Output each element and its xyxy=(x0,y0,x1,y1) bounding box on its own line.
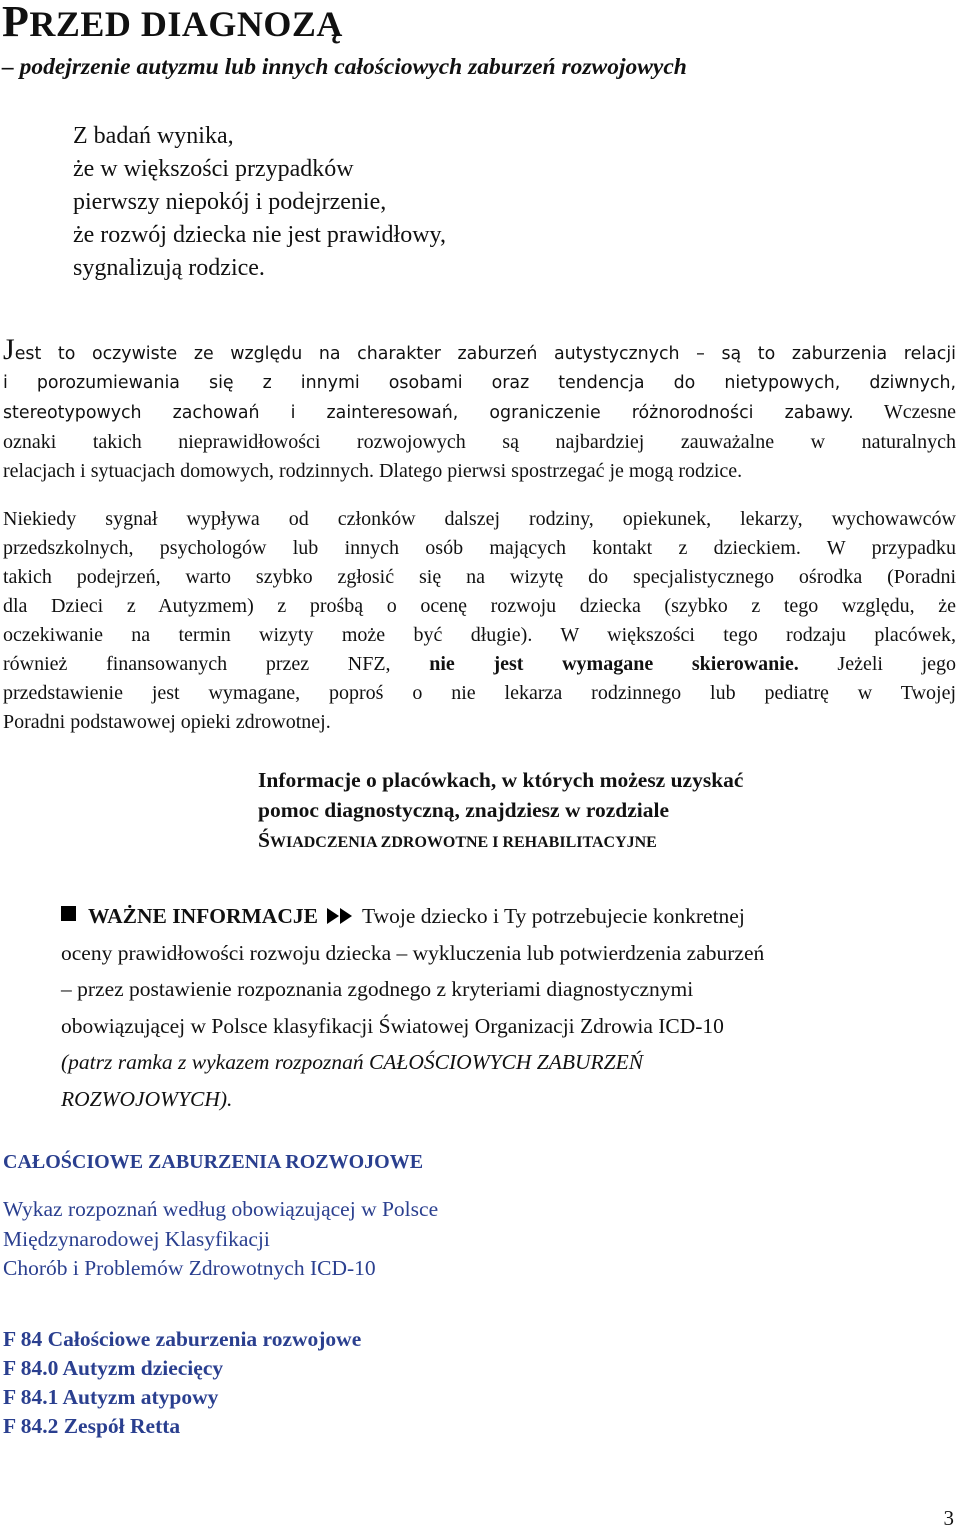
drop-cap: J xyxy=(3,333,15,366)
chapter-reference: ŚWIADCZENIA ZDROWOTNE I REHABILITACYJNE xyxy=(258,828,657,852)
paragraph-line: przedszkolnych, psychologów lub innych osób mających kontakt z dzieckiem. W przypadku xyxy=(3,537,956,559)
paragraph-line: relacjach i sytuacjach domowych, rodzinnych. Dlatego pierwsi spostrzegać je mogą rodzice. xyxy=(3,460,743,482)
paragraph-line: Poradni podstawowej opieki zdrowotnej. xyxy=(3,711,331,733)
quote-line: że w większości przypadków xyxy=(73,156,354,182)
list-item: F 84 Całościowe zaburzenia rozwojowe xyxy=(3,1327,362,1351)
quote-line: że rozwój dziecka nie jest prawidłowy, xyxy=(73,222,446,248)
important-label: WAŻNE INFORMACJE xyxy=(88,904,318,928)
paragraph-line: stereotypowych zachowań i zainteresowań, ograniczenie różnorodności zabawy. Wczesne xyxy=(3,401,957,423)
list-item: F 84.2 Zespół Retta xyxy=(3,1414,181,1438)
emphasis-no-referral: nie jest wymagane skierowanie. xyxy=(429,653,799,675)
section-heading: CAŁOŚCIOWE ZABURZENIA ROZWOJOWE xyxy=(3,1151,424,1173)
paragraph-line: i porozumiewania się z innymi osobami oraz tendencja do nietypowych, dziwnych, xyxy=(3,373,956,393)
section-description: Wykaz rozpoznań według obowiązującej w Polsce Międzynarodowej Klasyfikacji Chorób i Problemów Zdrowotnych ICD-10 xyxy=(3,1197,439,1280)
paragraph-referral xyxy=(3,505,956,737)
important-info: WAŻNE INFORMACJE Twoje dziecko i Ty potrzebujecie konkretnej oceny prawidłowości rozwoju dziecka – wykluczenia lub potwierdzenia zaburzeń – przez postawienie rozpoznania zgodnego z kryteriami diagnostycznymi obowiązującej w Polsce klasyfikacji Światowej Organizacji Zdrowia ICD-10 (patrz ramka z wykazem rozpoznań CAŁOŚCIOWYCH ZABURZEŃ ROZWOJOWYCH). xyxy=(61,904,765,1111)
paragraph-line: Jest to oczywiste ze względu na charakter zaburzeń autystycznych – są to zaburzenia relacji xyxy=(3,333,956,366)
info-note: Informacje o placówkach, w których możesz uzyskać pomoc diagnostyczną, znajdziesz w rozdziale ŚWIADCZENIA ZDROWOTNE I REHABILITACYJNE xyxy=(258,765,743,858)
paragraph-line: przedstawienie jest wymagane, poproś o nie lekarza rodzinnego lub pediatrę w Twojej xyxy=(3,682,956,704)
double-arrow-icon xyxy=(327,908,353,924)
square-bullet-icon xyxy=(61,906,76,921)
paragraph-line: takich podejrzeń, warto szybko zgłosić się na wizytę do specjalistycznego ośrodka (Poradni xyxy=(3,566,956,588)
paragraph-line: oznaki takich nieprawidłowości rozwojowych są najbardziej zauważalne w naturalnych xyxy=(3,431,956,453)
list-item: F 84.1 Autyzm atypowy xyxy=(3,1385,219,1409)
page-number: 3 xyxy=(943,1506,954,1530)
list-item: F 84.0 Autyzm dziecięcy xyxy=(3,1356,224,1380)
paragraph-autism-nature xyxy=(3,333,957,486)
paragraph-line: Niekiedy sygnał wypływa od członków dalszej rodziny, opiekunek, lekarzy, wychowawców xyxy=(3,508,956,530)
paragraph-line: dla Dzieci z Autyzmem) z prośbą o ocenę rozwoju dziecka (szybko z tego względu, że xyxy=(3,595,956,617)
quote-line: Z badań wynika, xyxy=(73,123,234,149)
quote-line: pierwszy niepokój i podejrzenie, xyxy=(73,189,387,215)
paragraph-line: również finansowanych przez NFZ, nie jest wymagane skierowanie. Jeżeli jego xyxy=(3,653,957,675)
diagnosis-codes xyxy=(3,1325,361,1441)
quote-line: sygnalizują rodzice. xyxy=(73,255,265,281)
page-subtitle: – podejrzenie autyzmu lub innych całościowych zaburzeń rozwojowych xyxy=(2,54,687,80)
page-title: PRZED DIAGNOZĄ xyxy=(2,0,343,46)
paragraph-line: oczekiwanie na termin wizyty może być długie). W większości tego rodzaju placówek, xyxy=(3,624,956,646)
intro-quote xyxy=(73,120,446,285)
